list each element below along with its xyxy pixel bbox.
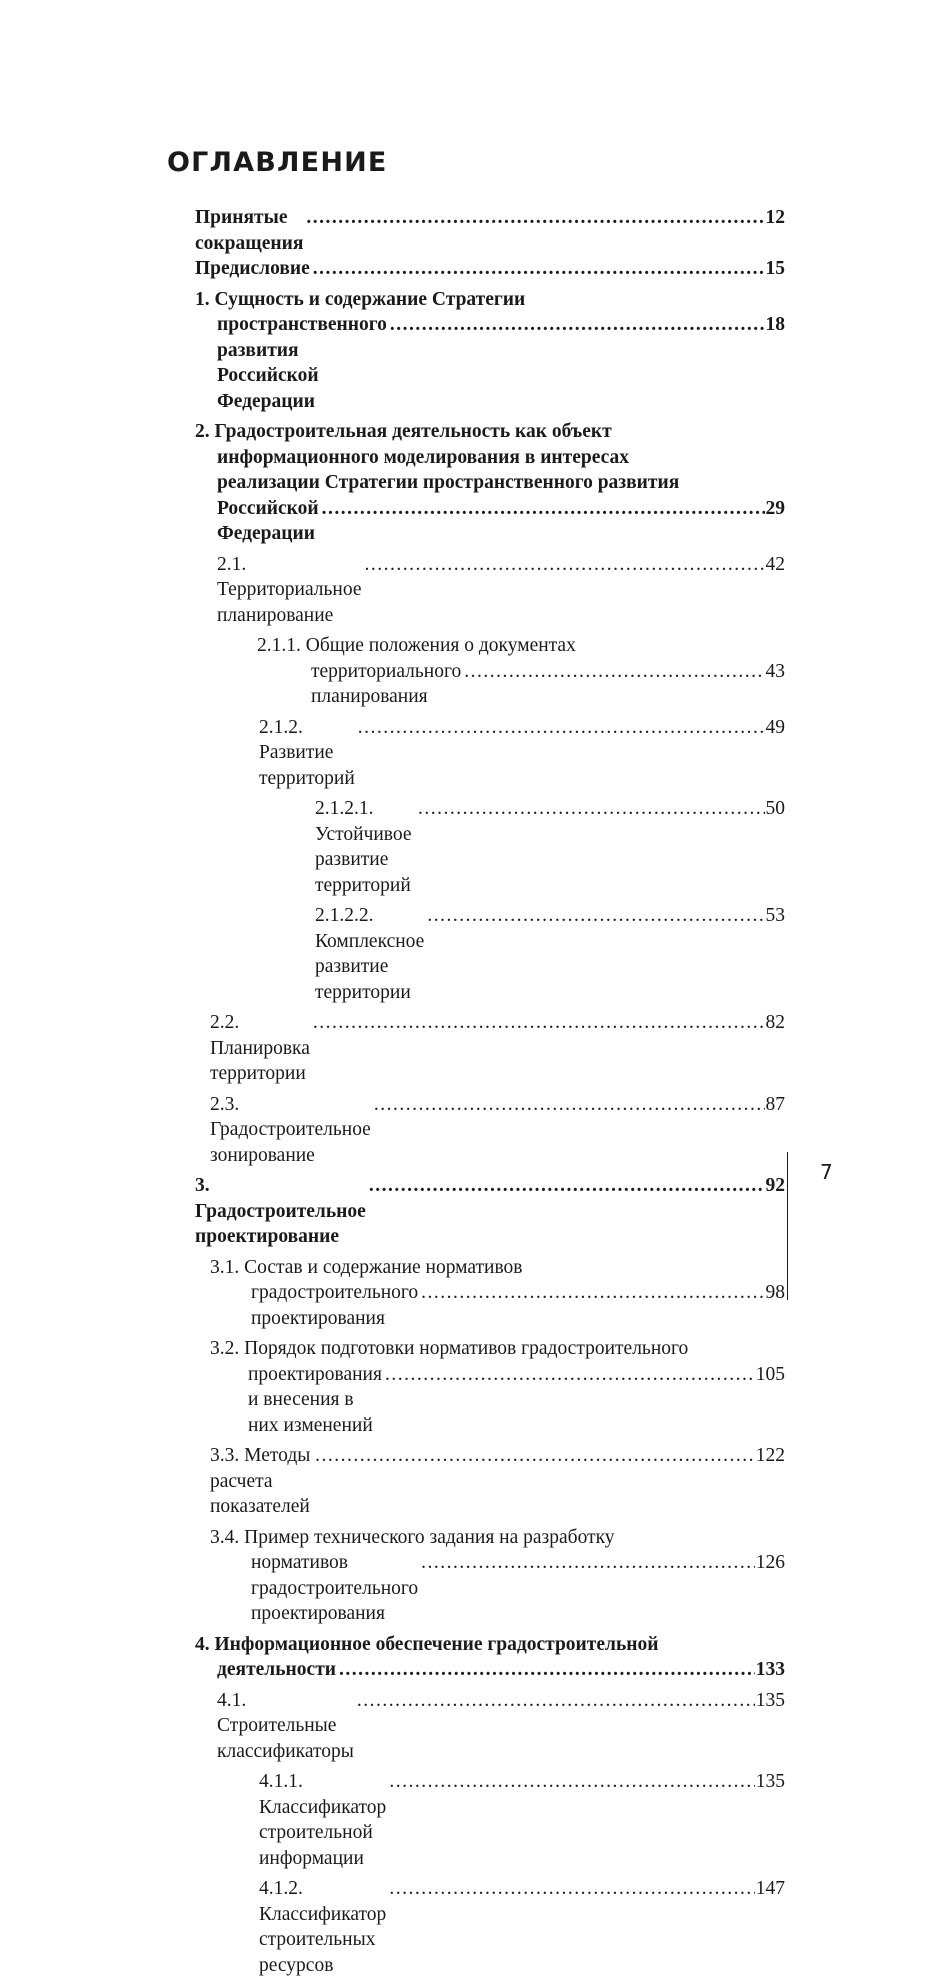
toc-entry-title: 4. Информационное обеспечение градостроительной	[195, 1633, 659, 1655]
toc-leader-dots	[313, 256, 765, 282]
toc-leader-dots	[369, 1173, 765, 1199]
toc-entry[interactable]	[195, 633, 785, 710]
toc-leader-dots	[421, 1550, 755, 1576]
toc-page-number: 133	[755, 1659, 785, 1680]
toc-entry-title: 3.1. Состав и содержание нормативов	[210, 1256, 523, 1278]
toc-entry-title: Принятые сокращения	[195, 207, 304, 254]
toc-leader-dots	[427, 903, 764, 929]
toc-leader-dots	[390, 312, 765, 338]
toc-entry[interactable]	[195, 205, 785, 256]
toc-leader-dots	[385, 1362, 755, 1388]
toc-entry-title: 2.1. Территориальное планирование	[217, 553, 362, 626]
toc-page-number: 87	[765, 1093, 785, 1115]
toc-entry[interactable]	[195, 419, 785, 547]
toc-leader-dots	[389, 1769, 754, 1795]
toc-entry[interactable]	[195, 1010, 785, 1087]
toc-entry-title-continued: информационного моделирования в интересах	[217, 446, 630, 468]
toc-entry-title-continued: проектирования и внесения в них изменений	[248, 1363, 382, 1436]
toc-entry-title: 3.2. Порядок подготовки нормативов градостроительного	[210, 1338, 689, 1359]
toc-entry[interactable]	[195, 1688, 785, 1765]
toc-leader-dots	[365, 552, 765, 578]
toc-entry[interactable]	[195, 1525, 785, 1627]
toc-page-number: 43	[765, 660, 785, 682]
toc-entry[interactable]	[195, 1876, 785, 1978]
toc-leader-dots	[322, 496, 765, 522]
toc-entry[interactable]	[195, 1092, 785, 1169]
toc-entry-title-continued: деятельности	[217, 1659, 337, 1680]
toc-leader-dots	[357, 1688, 755, 1714]
toc-page-number: 42	[765, 553, 785, 575]
toc-entry[interactable]	[195, 1769, 785, 1871]
toc-entry-title: Предисловие	[195, 258, 310, 279]
toc-page-number: 126	[755, 1552, 785, 1573]
toc-page-number: 147	[755, 1878, 785, 1899]
toc-entry-title: 3. Градостроительное проектирование	[195, 1175, 366, 1247]
toc-entry[interactable]	[195, 796, 785, 898]
toc-entry-title: 2.2. Планировка территории	[210, 1012, 310, 1084]
toc-page-number: 53	[765, 905, 785, 926]
toc-entry-title-continued: территориального планирования	[311, 660, 462, 707]
toc-page-number: 50	[765, 798, 785, 819]
page-margin-rule	[787, 1152, 788, 1300]
toc-entry-title: 2. Градостроительная деятельность как объект	[195, 421, 612, 442]
toc-entry-title-continued: реализации Стратегии пространственного развития	[217, 472, 680, 493]
toc-entry-title: 2.1.1. Общие положения о документах	[257, 635, 576, 656]
toc-leader-dots	[313, 1010, 765, 1036]
toc-page-number: 82	[765, 1012, 785, 1033]
page-number: 7	[820, 1160, 833, 1184]
table-of-contents	[195, 205, 785, 1978]
toc-entry[interactable]	[195, 715, 785, 792]
toc-page-number: 92	[765, 1175, 785, 1196]
toc-entry-title: 1. Сущность и содержание Стратегии	[195, 288, 526, 310]
toc-entry-title: 3.4. Пример технического задания на разработку	[210, 1526, 615, 1548]
toc-entry[interactable]	[195, 903, 785, 1005]
toc-page-number: 18	[765, 314, 785, 335]
toc-entry-title: 2.1.2.2. Комплексное развитие территории	[315, 905, 425, 1003]
toc-entry-title-continued: Российской Федерации	[217, 497, 319, 544]
toc-entry[interactable]	[195, 1336, 785, 1438]
toc-entry-title: 4.1.2. Классификатор строительных ресурсов	[259, 1878, 387, 1976]
toc-leader-dots	[358, 715, 765, 741]
toc-leader-dots	[315, 1443, 755, 1469]
toc-entry[interactable]	[195, 256, 785, 282]
toc-page-number: 105	[755, 1363, 785, 1385]
toc-entry-title-continued: нормативов градостроительного проектирования	[251, 1552, 419, 1624]
toc-entry[interactable]	[195, 1255, 785, 1332]
toc-page-number: 98	[765, 1282, 785, 1303]
toc-entry-title: 2.1.2.1. Устойчивое развитие территорий	[315, 798, 412, 896]
toc-entry[interactable]	[195, 552, 785, 629]
toc-leader-dots	[421, 1280, 764, 1306]
toc-entry-title: 3.3. Методы расчета показателей	[210, 1445, 311, 1517]
toc-entry[interactable]	[195, 287, 785, 415]
toc-entry-title-continued: градостроительного проектирования	[251, 1282, 419, 1329]
toc-entry-title-continued: пространственного развития Российской Федерации	[217, 314, 387, 412]
toc-page-number: 49	[765, 716, 785, 738]
toc-page-number: 122	[755, 1445, 785, 1466]
toc-entry-title: 2.3. Градостроительное зонирование	[210, 1093, 371, 1166]
toc-page-number: 12	[765, 207, 785, 228]
toc-leader-dots	[418, 796, 764, 822]
toc-page-number: 15	[765, 258, 785, 279]
toc-entry-title: 4.1.1. Классификатор строительной информации	[259, 1771, 387, 1869]
toc-entry[interactable]	[195, 1443, 785, 1520]
toc-entry[interactable]	[195, 1632, 785, 1683]
page-title: ОГЛАВЛЕНИЕ	[167, 147, 388, 178]
toc-leader-dots	[389, 1876, 754, 1902]
toc-entry[interactable]	[195, 1173, 785, 1250]
toc-entry-title: 2.1.2. Развитие территорий	[259, 716, 355, 789]
toc-leader-dots	[306, 205, 764, 231]
toc-leader-dots	[339, 1657, 755, 1683]
toc-leader-dots	[464, 659, 764, 685]
toc-page-number: 29	[765, 497, 785, 519]
toc-page-number: 135	[755, 1771, 785, 1792]
toc-entry-title: 4.1. Строительные классификаторы	[217, 1689, 354, 1762]
toc-page-number: 135	[755, 1689, 785, 1711]
toc-leader-dots	[374, 1092, 765, 1118]
